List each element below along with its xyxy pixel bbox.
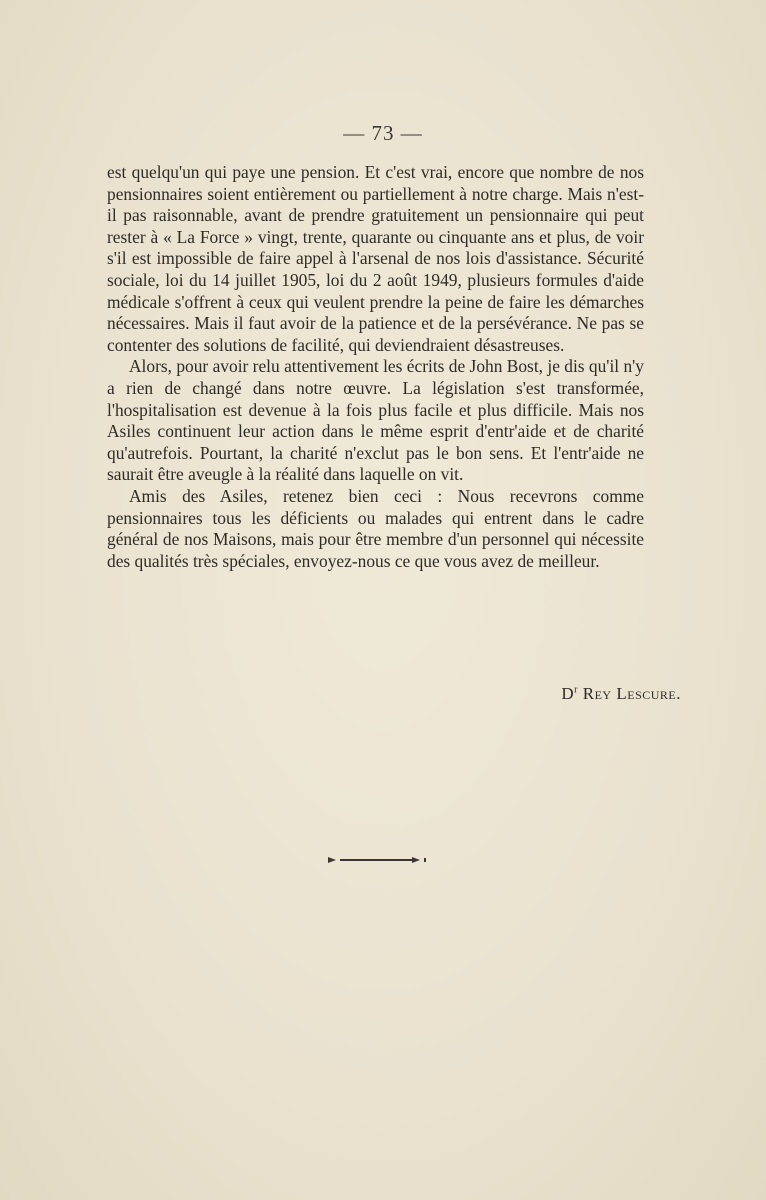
paragraph-2: Alors, pour avoir relu attentivement les écrits de John Bost, je dis qu'il n'y a rien de changé dans notre œuvre. La législation s'est transformée, l'hospitalisation est devenue à la fois plus facile et plus difficile. Mais nos Asiles continuent leur action dans le même esprit d'entr'aide et de charité qu'autrefois. Pourtant, la charité n'exclut pas le bon sens. Et l'entr'aide ne saurait être aveugle à la réalité dans laquelle on vit.	[107, 356, 644, 485]
divider-end-mark	[424, 858, 426, 862]
body-text	[107, 162, 644, 572]
signature-title-superscript: r	[574, 684, 579, 696]
signature-name: Rey Lescure.	[582, 684, 681, 703]
page-number: — 73 —	[343, 121, 423, 145]
signature-title: D	[561, 684, 575, 703]
divider-right-arrow	[412, 857, 420, 863]
author-signature	[0, 684, 681, 704]
ornamental-divider	[326, 856, 426, 864]
paragraph-3: Amis des Asiles, retenez bien ceci : Nous recevrons comme pensionnaires tous les déficients ou malades qui entrent dans le cadre général de nos Maisons, mais pour être membre d'un personnel qui nécessite des qualités très spéciales, envoyez-nous ce que vous avez de meilleur.	[107, 485, 644, 571]
divider-left-arrow	[328, 857, 336, 863]
divider-rule	[340, 859, 412, 861]
paragraph-1: est quelqu'un qui paye une pension. Et c'est vrai, encore que nombre de nos pensionnaires soient entièrement ou partiellement à notre charge. Mais n'est-il pas raisonnable, avant de prendre gratuitement un pensionnaire qui peut rester à « La Force » vingt, trente, quarante ou cinquante ans et plus, de voir s'il est impossible de faire appel à l'arsenal de nos lois d'assistance. Sécurité sociale, loi du 14 juillet 1905, loi du 2 août 1949, plusieurs formules d'aide médicale s'offrent à ceux qui veulent prendre la peine de faire les démarches nécessaires. Mais il faut avoir de la patience et de la persévérance. Ne pas se contenter des solutions de facilité, qui deviendraient désastreuses.	[107, 162, 644, 355]
